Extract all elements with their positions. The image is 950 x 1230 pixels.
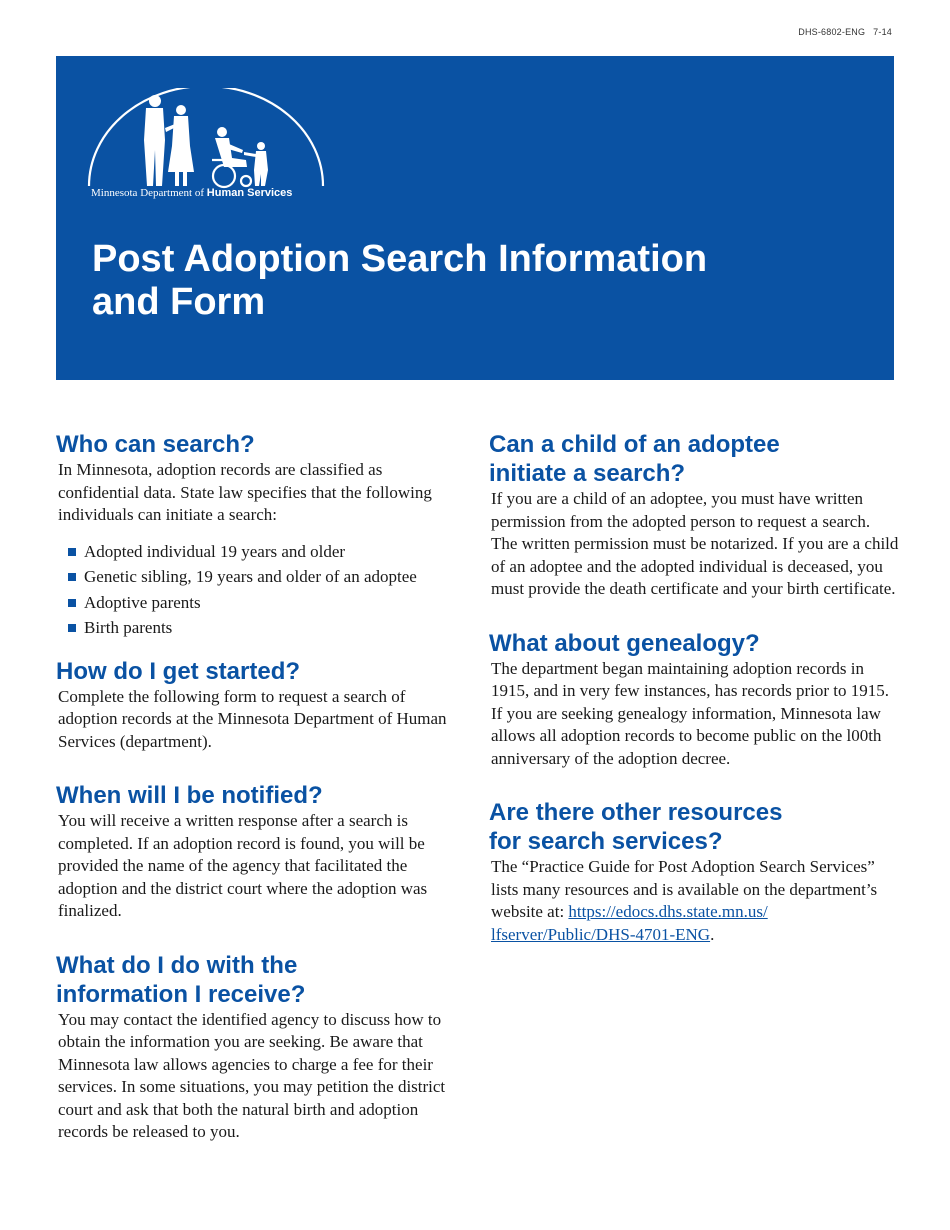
heading-line-1: What do I do with the bbox=[56, 951, 298, 979]
agency-name bbox=[91, 187, 292, 199]
heading-line-1: Are there other resources bbox=[489, 799, 783, 826]
bullet-square-icon bbox=[68, 548, 76, 556]
bullet-square-icon bbox=[68, 573, 76, 581]
heading-line-1: Can a child of an adoptee bbox=[489, 431, 780, 458]
section-heading bbox=[56, 951, 456, 1009]
list-item-text: Adopted individual 19 years and older bbox=[84, 541, 346, 561]
agency-name-bold: Human Services bbox=[206, 187, 293, 199]
body-text: The “Practice Guide for Post Adoption Search Services” lists many resources and is available on the department’s website at: bbox=[491, 857, 878, 921]
section-heading: When will I be notified? bbox=[56, 782, 323, 809]
list-item-text: Genetic sibling, 19 years and older of an adoptee bbox=[84, 567, 417, 586]
title-line-2: and Form bbox=[92, 281, 266, 323]
link-line-2[interactable]: lfserver/Public/DHS-4701-ENG bbox=[491, 924, 711, 944]
list-item-text: Birth parents bbox=[84, 618, 173, 637]
section-body: In Minnesota, adoption records are classified as confidential data. State law specifies that the following individuals can initiate a search: bbox=[58, 460, 432, 524]
section-body: If you are a child of an adoptee, you must have written permission from the adopted person to request a search. The written permission must be notarized. If you are a child of an adoptee and the adopted individual is deceased, you must provide the death certificate and your birth certificate. bbox=[491, 489, 899, 598]
list-item bbox=[68, 590, 456, 616]
page-title bbox=[92, 238, 707, 324]
bullet-square-icon bbox=[68, 599, 76, 607]
body-text-end: . bbox=[710, 924, 715, 944]
header-banner bbox=[56, 56, 894, 380]
section-body bbox=[489, 856, 899, 946]
section-genealogy bbox=[489, 629, 899, 771]
section-body: Complete the following form to request a search of adoption records at the Minnesota Department of Human Services (department). bbox=[58, 686, 447, 751]
section-child-of-adoptee bbox=[489, 430, 899, 601]
section-heading: How do I get started? bbox=[56, 657, 301, 685]
section-notified bbox=[56, 781, 456, 923]
list-item bbox=[68, 539, 456, 565]
section-what-do-i-do bbox=[56, 951, 456, 1144]
left-column bbox=[56, 430, 456, 1144]
heading-line-2: for search services? bbox=[489, 828, 723, 855]
section-other-resources bbox=[489, 798, 899, 946]
section-heading bbox=[489, 798, 899, 856]
list-item bbox=[68, 615, 456, 641]
list-item-text: Adoptive parents bbox=[84, 592, 201, 612]
form-id: DHS-6802-ENG bbox=[798, 27, 866, 37]
list-item bbox=[68, 564, 456, 590]
link-line-1[interactable]: https://edocs.dhs.state.mn.us/ bbox=[568, 902, 768, 921]
right-column bbox=[489, 430, 899, 946]
section-heading: What about genealogy? bbox=[489, 629, 760, 657]
heading-line-2: information I receive? bbox=[56, 980, 306, 1008]
section-body: You may contact the identified agency to discuss how to obtain the information you are seeking. Be aware that Minnesota law allows agencies to charge a fee for their services. In some situations, you may petition the district court and ask that both the natural birth and adoption records be released to you. bbox=[58, 1009, 446, 1141]
bullet-square-icon bbox=[68, 624, 76, 632]
section-who-can-search bbox=[56, 430, 456, 641]
section-body: You will receive a written response after a search is completed. If an adoption record is found, you will be provided the name of the agency that facilitated the adoption and the district court where the adoption was finalized. bbox=[58, 811, 428, 920]
form-code bbox=[798, 27, 892, 37]
heading-line-2: initiate a search? bbox=[489, 460, 686, 487]
section-heading: Who can search? bbox=[56, 431, 255, 458]
form-date: 7-14 bbox=[873, 27, 892, 37]
section-heading bbox=[489, 430, 899, 488]
section-get-started bbox=[56, 657, 456, 754]
title-line-1: Post Adoption Search Information bbox=[92, 238, 708, 280]
agency-name-prefix: Minnesota Department of bbox=[91, 187, 205, 199]
section-body: The department began maintaining adoption records in 1915, and in very few instances, has records prior to 1915. If you are seeking genealogy information, Minnesota law allows all adoption records to become public on the l00th anniversary of the adoption decree. bbox=[491, 658, 889, 768]
eligible-list bbox=[56, 539, 456, 641]
